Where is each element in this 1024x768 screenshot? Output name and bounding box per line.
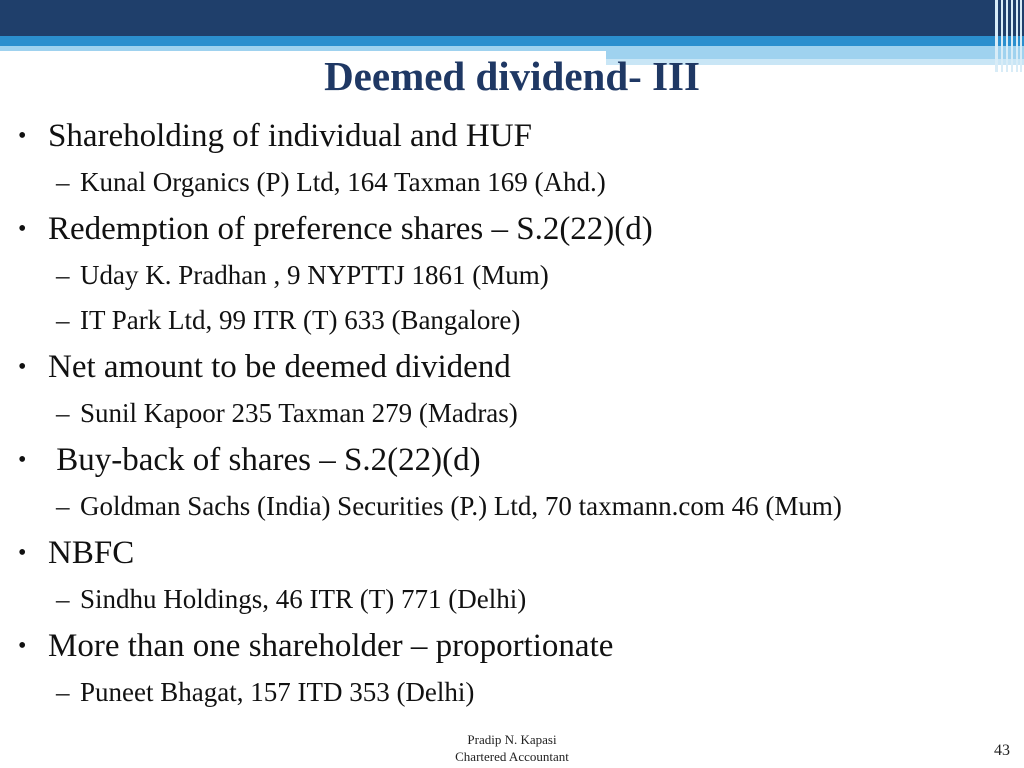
dash-icon [56, 577, 70, 622]
bullet-item [18, 343, 1018, 391]
sub-bullet-item [18, 484, 1018, 529]
bullet-text: Buy-back of shares – S.2(22)(d) [48, 442, 481, 478]
slide-title: Deemed dividend- III [324, 53, 700, 99]
bullet-text: Net amount to be deemed dividend [48, 349, 511, 385]
page-number: 43 [994, 742, 1010, 759]
sub-bullet-item [18, 160, 1018, 205]
bullet-item [18, 112, 1018, 160]
sub-bullet-item [18, 391, 1018, 436]
case-citation: IT Park Ltd, 99 ITR (T) 633 (Bangalore) [80, 305, 521, 335]
bullet-dot-icon [18, 436, 26, 484]
sub-bullet-item [18, 577, 1018, 622]
bullet-item [18, 529, 1018, 577]
bullet-dot-icon [18, 205, 26, 253]
bullet-text: More than one shareholder – proportionate [48, 628, 614, 664]
dash-icon [56, 298, 70, 343]
bullet-text: NBFC [48, 535, 135, 571]
sub-bullet-item [18, 670, 1018, 715]
bullet-list [18, 112, 1018, 715]
case-citation: Kunal Organics (P) Ltd, 164 Taxman 169 (Ahd.) [80, 167, 606, 197]
bullet-dot-icon [18, 622, 26, 670]
bullet-item [18, 205, 1018, 253]
footer-credit [412, 731, 612, 765]
dash-icon [56, 253, 70, 298]
bullet-text: Redemption of preference shares – S.2(22)(d) [48, 211, 653, 247]
sub-bullet-item [18, 298, 1018, 343]
case-citation: Sunil Kapoor 235 Taxman 279 (Madras) [80, 398, 518, 428]
case-citation: Uday K. Pradhan , 9 NYPTTJ 1861 (Mum) [80, 260, 549, 290]
footer-role: Chartered Accountant [455, 749, 569, 764]
bullet-item [18, 436, 1018, 484]
bullet-text: Shareholding of individual and HUF [48, 118, 532, 154]
dash-icon [56, 160, 70, 205]
bullet-dot-icon [18, 112, 26, 160]
bullet-dot-icon [18, 343, 26, 391]
footer-name: Pradip N. Kapasi [467, 732, 557, 747]
sub-bullet-item [18, 253, 1018, 298]
case-citation: Sindhu Holdings, 46 ITR (T) 771 (Delhi) [80, 584, 527, 614]
dash-icon [56, 391, 70, 436]
case-citation: Puneet Bhagat, 157 ITD 353 (Delhi) [80, 677, 475, 707]
dash-icon [56, 484, 70, 529]
bullet-dot-icon [18, 529, 26, 577]
bullet-item [18, 622, 1018, 670]
dash-icon [56, 670, 70, 715]
case-citation: Goldman Sachs (India) Securities (P.) Ltd, 70 taxmann.com 46 (Mum) [80, 491, 842, 521]
